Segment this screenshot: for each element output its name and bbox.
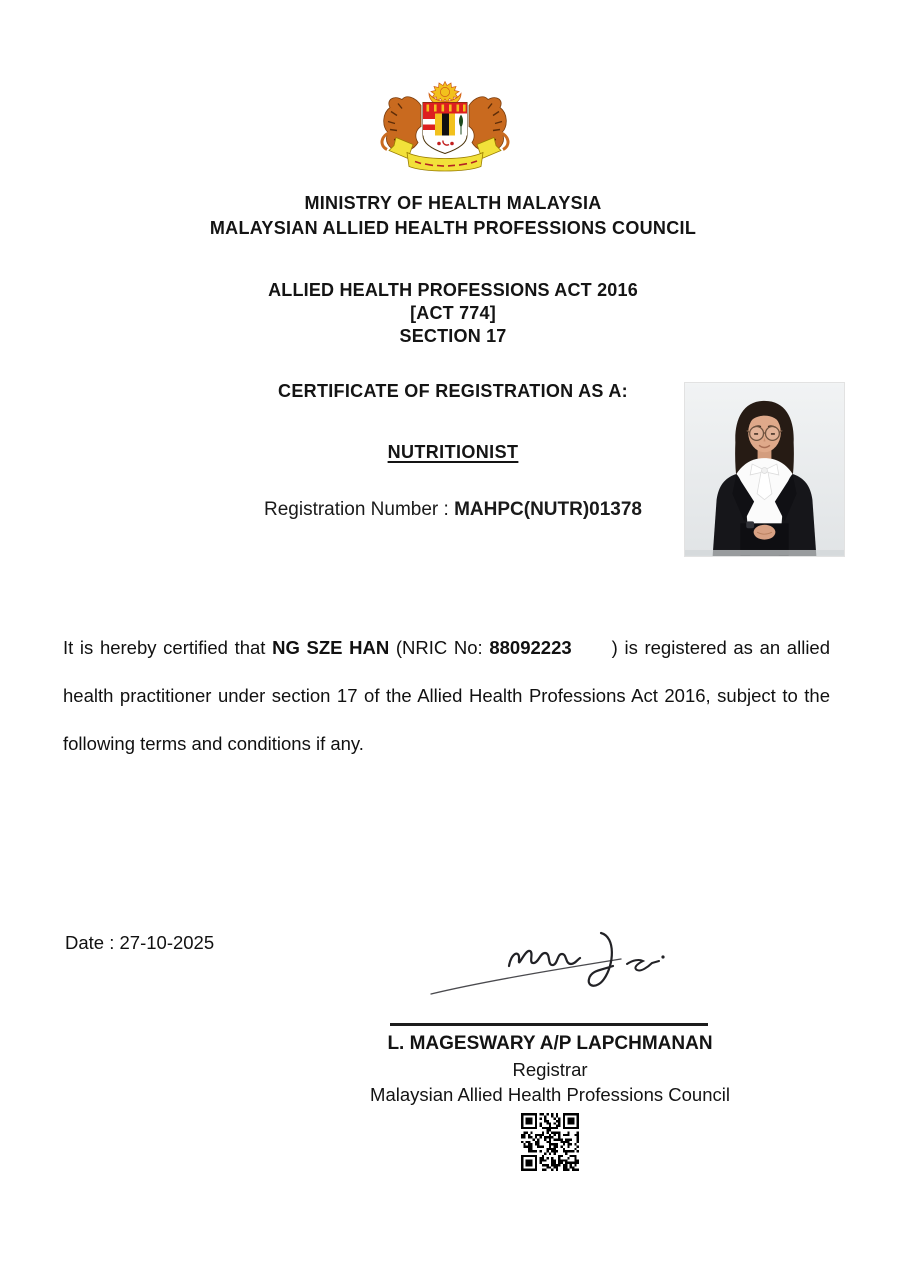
qr-code-icon — [521, 1112, 579, 1172]
paragraph-text: (NRIC No: — [395, 637, 483, 658]
signatory-organization: Malaysian Allied Health Professions Council — [370, 1084, 730, 1105]
crest-shield — [423, 103, 467, 154]
paragraph-line-1 — [63, 624, 830, 672]
document-header — [0, 191, 906, 241]
registrant-photo — [684, 382, 845, 557]
certificate-heading: CERTIFICATE OF REGISTRATION AS A: — [278, 381, 628, 401]
act-number: [ACT 774] — [410, 303, 496, 323]
registration-number-value: MAHPC(NUTR)01378 — [454, 499, 642, 520]
signatory-title: Registrar — [512, 1059, 588, 1080]
paragraph-line-2: health practitioner under section 17 of the Allied Health Professions Act 2016, subject to the — [63, 685, 830, 706]
malaysia-coat-of-arms-icon — [379, 79, 511, 172]
registration-number-label: Registration Number : — [264, 499, 449, 520]
issue-date — [65, 932, 214, 954]
act-title: ALLIED HEALTH PROFESSIONS ACT 2016 — [268, 280, 638, 300]
section-number: SECTION 17 — [399, 326, 507, 346]
paragraph-line-3: following terms and conditions if any. — [63, 733, 364, 754]
date-value: 27-10-2025 — [119, 932, 215, 953]
signature-line — [390, 1023, 708, 1026]
registrant-nric: 88092223 — [489, 637, 572, 658]
date-label: Date : — [65, 932, 115, 953]
paragraph-text: ) is registered as an allied — [611, 637, 831, 658]
council-title: MALAYSIAN ALLIED HEALTH PROFESSIONS COUNCIL — [209, 218, 697, 238]
signatory-name: L. MAGESWARY A/P LAPCHMANAN — [387, 1033, 713, 1054]
act-block — [0, 279, 906, 348]
ministry-title: MINISTRY OF HEALTH MALAYSIA — [304, 193, 602, 213]
profession-title: NUTRITIONIST — [387, 442, 519, 462]
signatory-block — [350, 1031, 750, 1107]
handwritten-signature-icon — [425, 928, 670, 1002]
certification-paragraph — [63, 624, 830, 768]
registrant-name: NG SZE HAN — [272, 637, 390, 658]
paragraph-text: It is hereby certified that — [63, 637, 266, 658]
